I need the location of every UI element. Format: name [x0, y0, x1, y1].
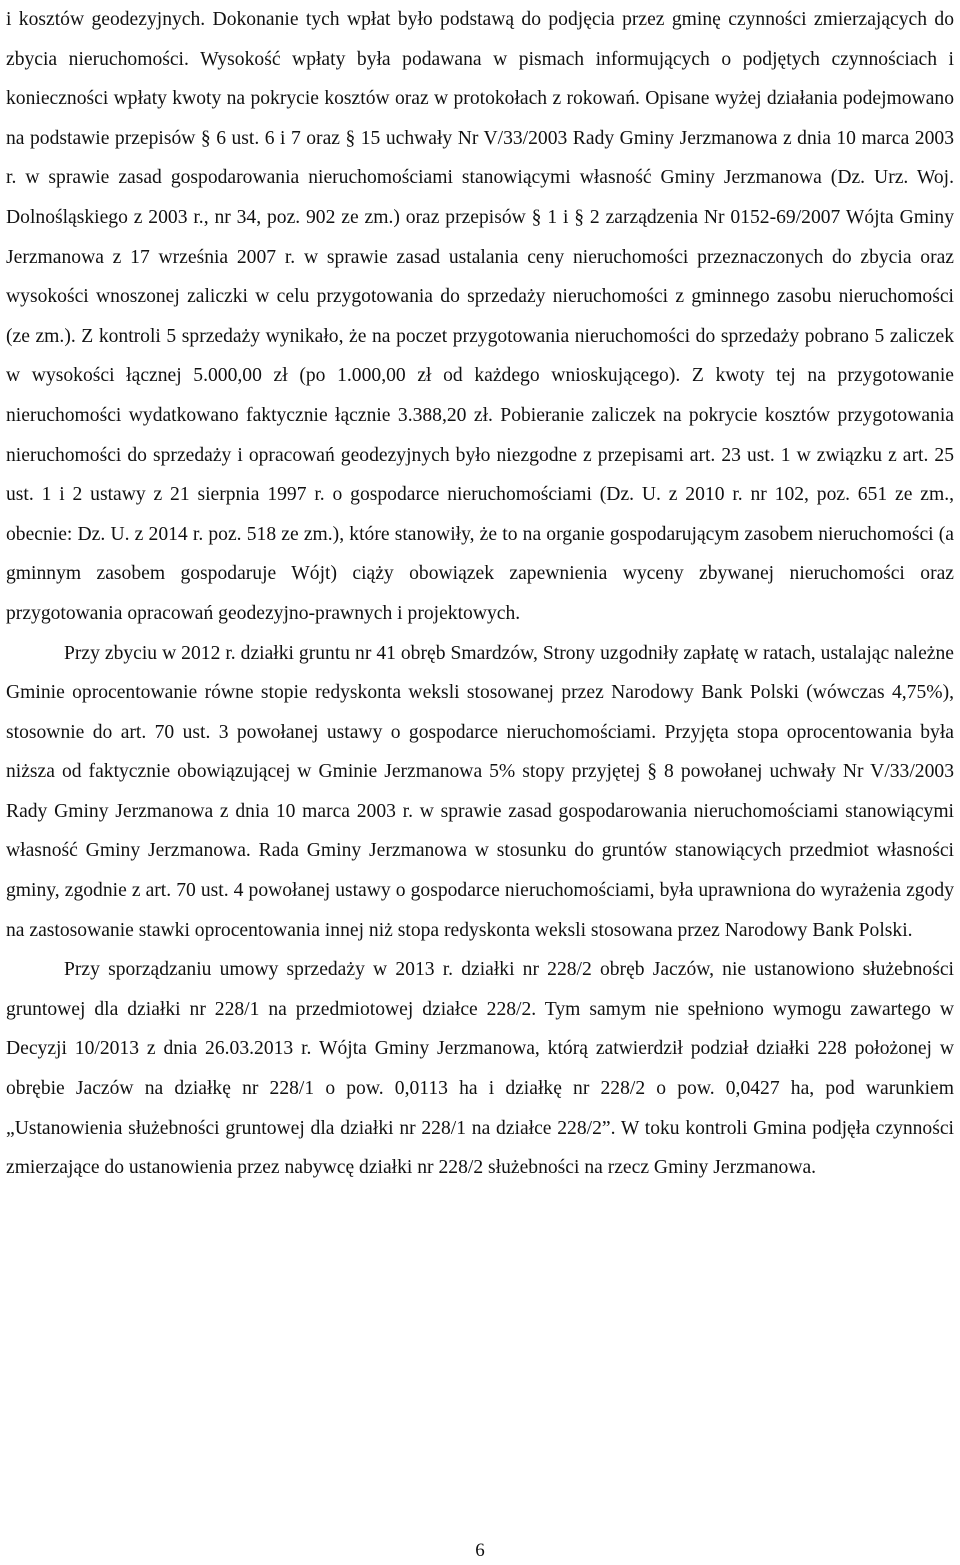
document-page	[6, 0, 954, 1188]
paragraph-3: Przy sporządzaniu umowy sprzedaży w 2013 r. działki nr 228/2 obręb Jaczów, nie ustanowiono służebności gruntowej dla działki nr 228/1 na przedmiotowej działce 228/2. Tym samym nie spełniono wymogu zawartego w Decyzji 10/2013 z dnia 26.03.2013 r. Wójta Gminy Jerzmanowa, którą zatwierdził podział działki 228 położonej w obrębie Jaczów na działkę nr 228/1 o pow. 0,0113 ha i działkę nr 228/2 o pow. 0,0427 ha, pod warunkiem „Ustanowienia służebności gruntowej dla działki nr 228/1 na działce 228/2”. W toku kontroli Gmina podjęła czynności zmierzające do ustanowienia przez nabywcę działki nr 228/2 służebności na rzecz Gminy Jerzmanowa.	[6, 959, 954, 1179]
paragraph-1: i kosztów geodezyjnych. Dokonanie tych wpłat było podstawą do podjęcia przez gminę czynności zmierzających do zbycia nieruchomości. Wysokość wpłaty była podawana w pismach informujących o podjętych czynnościach i konieczności wpłaty kwoty na pokrycie kosztów oraz w protokołach z rokowań. Opisane wyżej działania podejmowano na podstawie przepisów § 6 ust. 6 i 7 oraz § 15 uchwały Nr V/33/2003 Rady Gminy Jerzmanowa z dnia 10 marca 2003 r. w sprawie zasad gospodarowania nieruchomościami stanowiącymi własność Gminy Jerzmanowa (Dz. Urz. Woj. Dolnośląskiego z 2003 r., nr 34, poz. 902 ze zm.) oraz przepisów § 1 i § 2 zarządzenia Nr 0152-69/2007 Wójta Gminy Jerzmanowa z 17 września 2007 r. w sprawie zasad ustalania ceny nieruchomości przeznaczonych do zbycia oraz wysokości wnoszonej zaliczki w celu przygotowania do sprzedaży nieruchomości z gminnego zasobu nieruchomości (ze zm.). Z kontroli 5 sprzedaży wynikało, że na poczet przygotowania nieruchomości do sprzedaży pobrano 5 zaliczek w wysokości łącznej 5.000,00 zł (po 1.000,00 zł od każdego wnioskującego). Z kwoty tej na przygotowanie nieruchomości wydatkowano faktycznie łącznie 3.388,20 zł. Pobieranie zaliczek na pokrycie kosztów przygotowania nieruchomości do sprzedaży i opracowań geodezyjnych było niezgodne z przepisami art. 23 ust. 1 w związku z art. 25 ust. 1 i 2 ustawy z 21 sierpnia 1997 r. o gospodarce nieruchomościami (Dz. U. z 2010 r. nr 102, poz. 651 ze zm., obecnie: Dz. U. z 2014 r. poz. 518 ze zm.), które stanowiły, że to na organie gospodarującym zasobem nieruchomości (a gminnym zasobem gospodaruje Wójt) ciąży obowiązek zapewnienia wyceny zbywanej nieruchomości oraz przygotowania opracowań geodezyjno-prawnych i projektowych.	[6, 9, 954, 624]
page-number: 6	[475, 1540, 485, 1561]
paragraph-2: Przy zbyciu w 2012 r. działki gruntu nr 41 obręb Smardzów, Strony uzgodniły zapłatę w ratach, ustalając należne Gminie oprocentowanie równe stopie redyskonta weksli stosowanej przez Narodowy Bank Polski (wówczas 4,75%), stosownie do art. 70 ust. 3 powołanej ustawy o gospodarce nieruchomościami. Przyjęta stopa oprocentowania była niższa od faktycznie obowiązującej w Gminie Jerzmanowa 5% stopy przyjętej § 8 powołanej uchwały Nr V/33/2003 Rady Gminy Jerzmanowa z dnia 10 marca 2003 r. w sprawie zasad gospodarowania nieruchomościami stanowiącymi własność Gminy Jerzmanowa. Rada Gminy Jerzmanowa w stosunku do gruntów stanowiących przedmiot własności gminy, zgodnie z art. 70 ust. 4 powołanej ustawy o gospodarce nieruchomościami, była uprawniona do wyrażenia zgody na zastosowanie stawki oprocentowania innej niż stopa redyskonta weksli stosowana przez Narodowy Bank Polski.	[6, 642, 954, 941]
